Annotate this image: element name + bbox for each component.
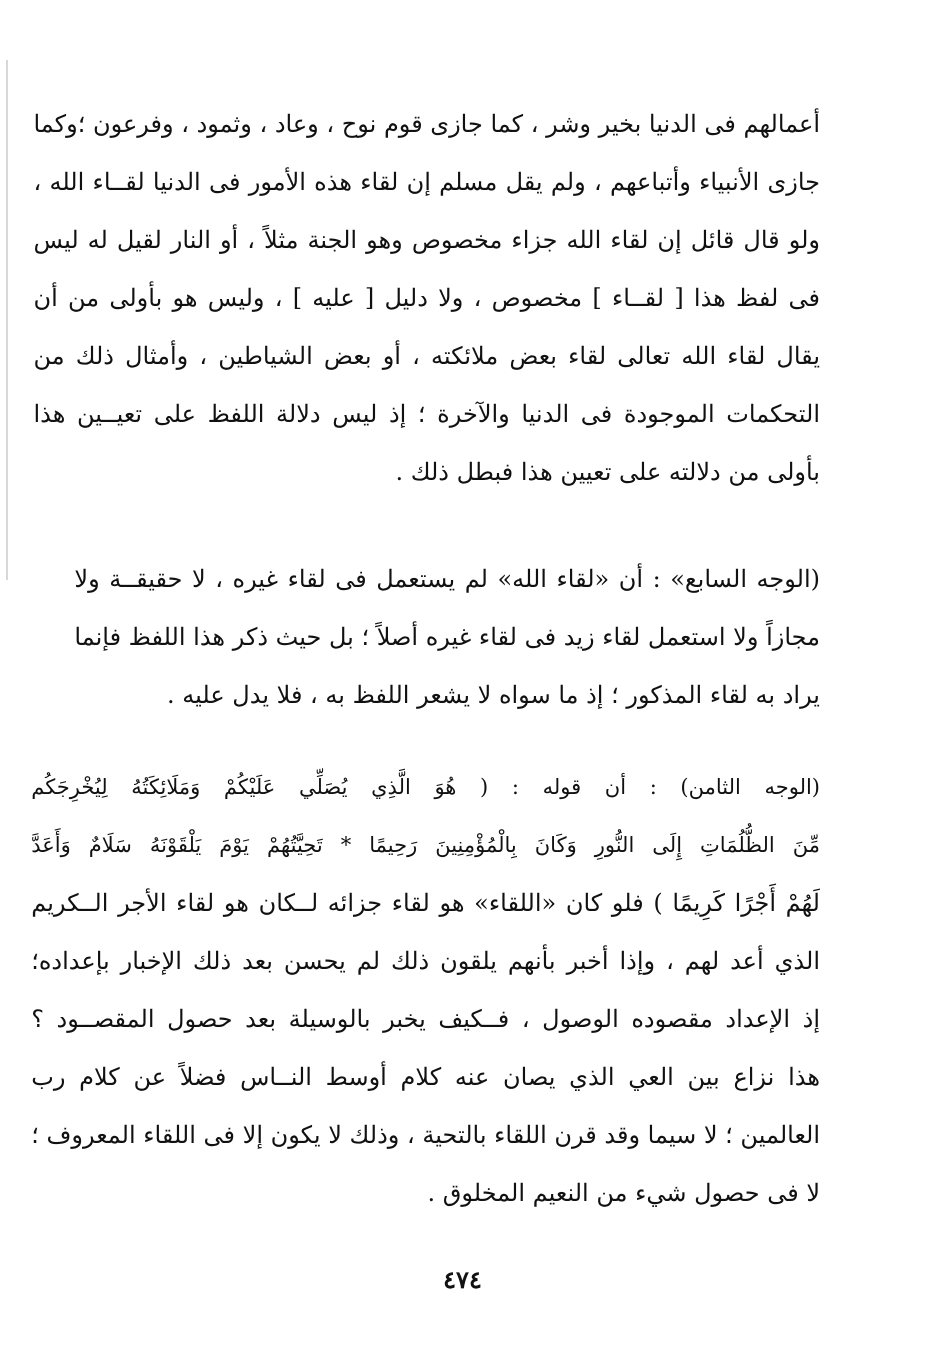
text-line: أعمالهم فى الدنيا بخير وشر ، كما جازى قوم نوح ، وعاد ، وثمود ، وفرعون ؛وكما (33, 110, 820, 138)
text-line: جازى الأنبياء وأتباعهم ، ولم يقل مسلم إن لقاء هذه الأمور فى الدنيا لقــاء الله ، (33, 168, 820, 196)
scan-margin-edge (6, 60, 8, 580)
paragraph-3 (31, 758, 820, 1222)
text-line: (الوجه السابع» : أن «لقاء الله» لم يستعمل فى لقاء غيره ، لا حقيقــة ولا (74, 565, 820, 593)
text-line: ولو قال قائل إن لقاء الله جزاء مخصوص وهو الجنة مثلاً ، أو النار لقيل له ليس (33, 226, 820, 254)
text-line: لا فى حصول شيء من النعيم المخلوق . (427, 1179, 820, 1207)
paragraph-1 (33, 95, 820, 501)
text-line: هذا نزاع بين العي الذي يصان عنه كلام أوسط النــاس فضلاً عن كلام رب (31, 1063, 820, 1091)
text-line: لَهُمْ أَجْرًا كَرِيمًا ) فلو كان «اللقاء» هو لقاء جزائه لــكان هو لقاء الأجر الــكريم (31, 889, 820, 917)
text-line: العالمين ؛ لا سيما وقد قرن اللقاء بالتحية ، وذلك لا يكون إلا فى اللقاء المعروف ؛ (31, 1121, 820, 1149)
quran-verse-line: مِّنَ الظُّلُمَاتِ إِلَى النُّورِ وَكَانَ بِالْمُؤْمِنِينَ رَحِيمًا * تَحِيَّتُهُمْ يَوْمَ يَلْقَوْنَهُ سَلَامٌ وَأَعَدَّ (31, 833, 820, 857)
quran-verse-line: (الوجه الثامن) : أن قوله : ( هُوَ الَّذِي يُصَلِّي عَلَيْكُمْ وَمَلَائِكَتُهُ لِيُخْرِجَكُم (31, 775, 820, 799)
text-line: مجازاً ولا استعمل لقاء زيد فى لقاء غيره أصلاً ؛ بل حيث ذكر هذا اللفظ فإنما (74, 623, 820, 651)
text-line: فى لفظ هذا [ لقــاء ] مخصوص ، ولا دليل [ عليه ] ، وليس هو بأولى من أن (33, 284, 820, 312)
text-line: إذ الإعداد مقصوده الوصول ، فــكيف يخبر بالوسيلة بعد حصول المقصــود ؟ (31, 1005, 820, 1033)
paragraph-2 (74, 550, 820, 724)
text-line: يقال لقاء الله تعالى لقاء بعض ملائكته ، أو بعض الشياطين ، وأمثال ذلك من (33, 342, 820, 370)
text-line: الذي أعد لهم ، وإذا أخبر بأنهم يلقون ذلك لم يحسن بعد ذلك الإخبار بإعداده؛ (31, 947, 820, 975)
text-line: يراد به لقاء المذكور ؛ إذ ما سواه لا يشعر اللفظ به ، فلا يدل عليه . (167, 681, 820, 709)
page-number: ٤٧٤ (443, 1265, 482, 1294)
text-line: التحكمات الموجودة فى الدنيا والآخرة ؛ إذ ليس دلالة اللفظ على تعيــين هذا (33, 400, 820, 428)
text-line: بأولى من دلالته على تعيين هذا فبطل ذلك . (395, 458, 820, 486)
